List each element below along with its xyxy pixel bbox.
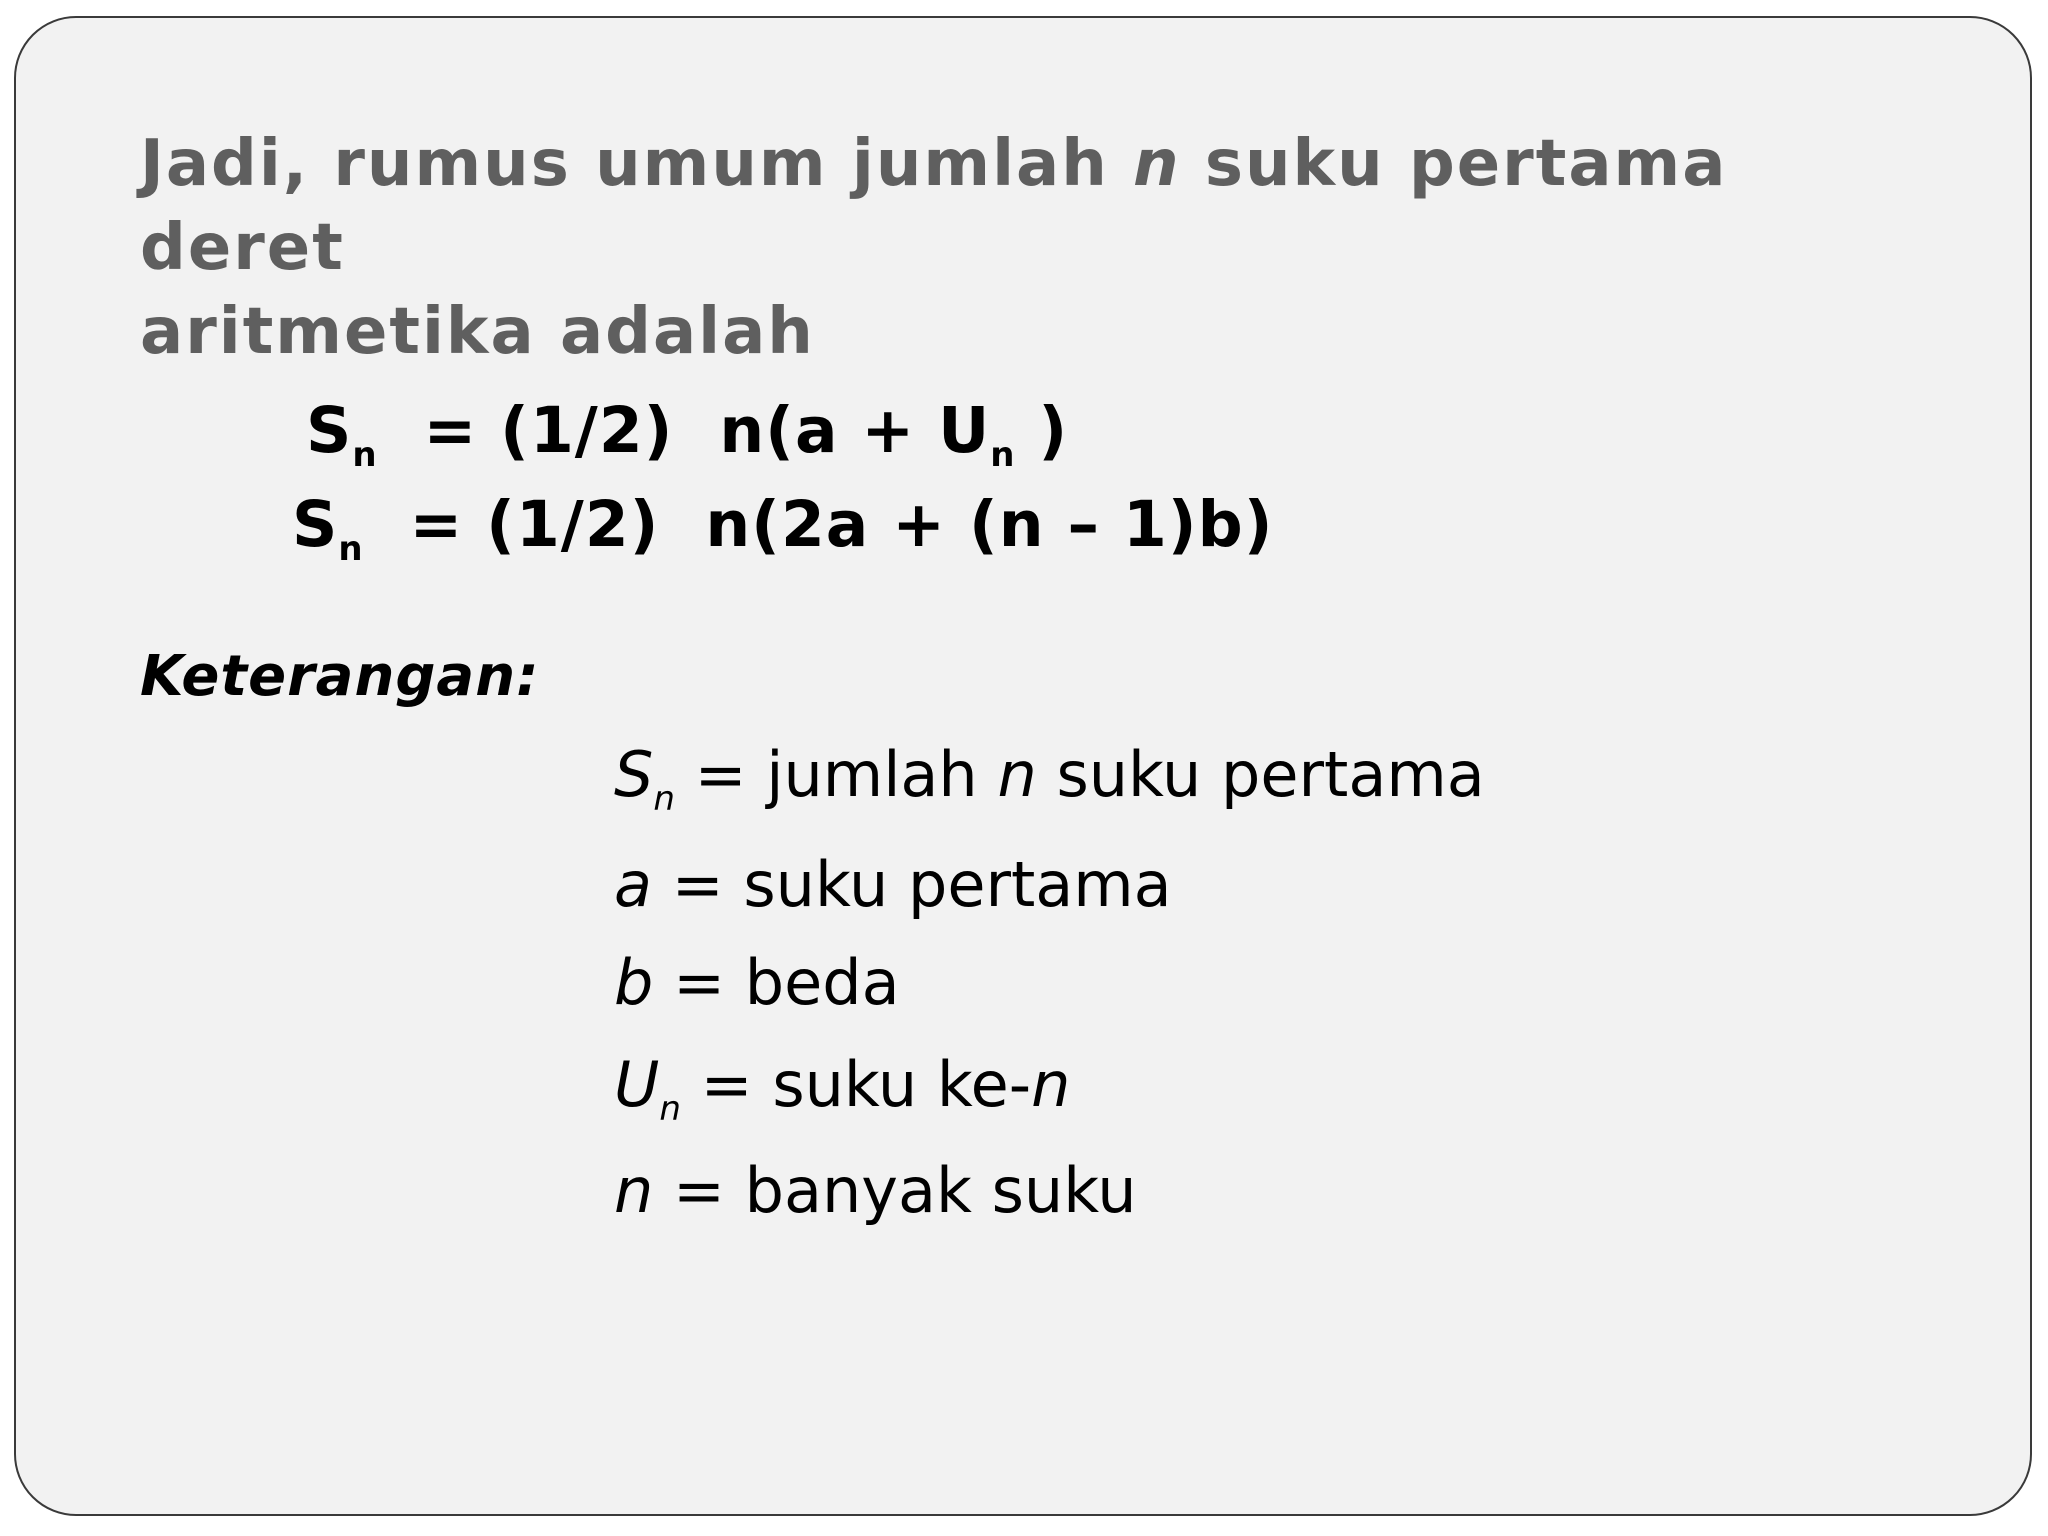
legend-item-n <box>614 1154 1137 1227</box>
formula-body: = (1/2) n(a + U <box>377 394 991 467</box>
legend-text: = jumlah <box>674 738 998 811</box>
legend-text: = banyak suku <box>653 1154 1137 1227</box>
legend-text: = suku pertama <box>652 848 1172 921</box>
formula-symbol: S <box>306 394 353 467</box>
formula-subscript: n <box>352 435 378 475</box>
legend-text: = suku ke- <box>680 1048 1032 1121</box>
formula-body: = (1/2) n(2a + (n – 1)b) <box>363 488 1274 561</box>
legend-symbol: S <box>614 738 654 811</box>
legend-text: suku pertama <box>1036 738 1485 811</box>
slide-frame <box>14 16 2032 1516</box>
formula-sum-first-last <box>306 394 1069 475</box>
legend-item-sn <box>614 738 1485 819</box>
legend-subscript: n <box>653 779 675 819</box>
legend-variable: n <box>997 738 1037 811</box>
legend-symbol: n <box>614 1154 654 1227</box>
slide-heading <box>140 122 1900 374</box>
legend-symbol: U <box>614 1048 660 1121</box>
formula-end: ) <box>1015 394 1069 467</box>
legend-subscript: n <box>659 1089 681 1129</box>
heading-text-1: Jadi, rumus umum jumlah <box>140 127 1134 201</box>
legend-item-un <box>614 1048 1071 1129</box>
legend-variable: n <box>1031 1048 1071 1121</box>
keterangan-label: Keterangan: <box>140 644 540 709</box>
formula-subscript: n <box>990 435 1016 475</box>
legend-text: = beda <box>653 946 900 1019</box>
legend-item-a <box>614 848 1172 921</box>
heading-text-2: suku pertama deret <box>140 127 1728 285</box>
heading-variable-n: n <box>1133 127 1181 201</box>
legend-item-b <box>614 946 900 1019</box>
formula-sum-difference <box>292 488 1274 569</box>
heading-text-3: aritmetika adalah <box>140 295 815 369</box>
legend-symbol: b <box>614 946 654 1019</box>
legend-symbol: a <box>614 848 652 921</box>
formula-subscript: n <box>338 529 364 569</box>
formula-symbol: S <box>292 488 339 561</box>
